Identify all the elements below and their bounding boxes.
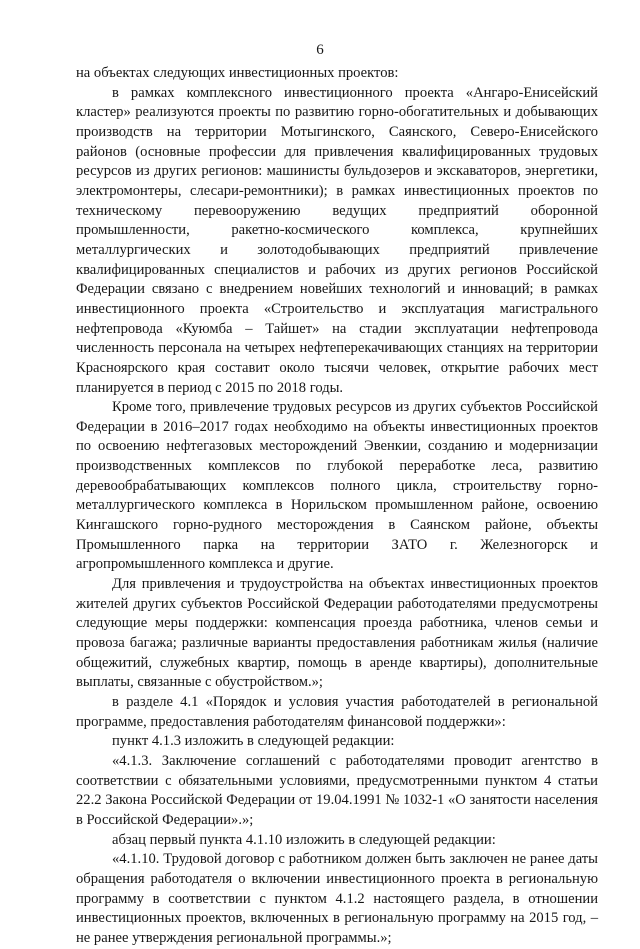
paragraph: абзац первый пункта 4.1.10 изложить в следующей редакции: — [112, 831, 496, 848]
paragraph: пункт 4.1.3 изложить в следующей редакции: — [112, 733, 395, 750]
document-body — [76, 64, 598, 949]
paragraph: «4.1.10. Трудовой договор с работником должен быть заключен не ранее даты обращения работодателя о включении инвестиционного проекта в региональную программу в соответствии с пунктом 4.1.2 настоящего раздела, в отношении инвестиционных проектов, включенных в региональную программу на 2015 год, – не ранее утверждения региональной программы.»; — [76, 851, 598, 946]
paragraph: «4.1.3. Заключение соглашений с работодателями проводит агентство в соответствии с обязательными условиями, предусмотренными пунктом 4 статьи 22.2 Закона Российской Федерации от 19.04.1991 № 1032-1 «О занятости населения в Российской Федерации».»; — [76, 752, 598, 828]
paragraph: на объектах следующих инвестиционных проектов: — [76, 65, 399, 81]
paragraph: в разделе 4.1 «Порядок и условия участия работодателей в региональной программе, предоставления работодателям финансовой поддержки»: — [76, 694, 598, 730]
paragraph: Для привлечения и трудоустройства на объектах инвестиционных проектов жителей других субъектов Российской Федерации работодателями предусмотрены следующие меры поддержки: компенсация проезда работника, членов семьи и провоза багажа; различные варианты предоставления работникам жилья (наличие общежитий, служебных квартир, помощь в аренде квартиры), дополнительные выплаты, связанные с обустройством.»; — [76, 576, 598, 691]
page-number: 6 — [316, 42, 324, 58]
paragraph: в рамках комплексного инвестиционного проекта «Ангаро-Енисейский кластер» реализуются проекты по развитию горно-обогатительных и добывающих производств на территории Мотыгинского, Саянского, Северо-Енисейского районов (основные профессии для привлечения квалифицированных трудовых ресурсов из других регионов: машинисты бульдозеров и экскаваторов, энергетики, электромонтеры, слесари-ремонтники); в рамках инвестиционных проектов по техническому перевооружению ведущих предприятий оборонной промышленности, ракетно-космического комплекса, крупнейших металлургических и золотодобывающих предприятий привлечение квалифицированных специалистов и рабочих из других регионов Российской Федерации связано с внедрением новейших технологий и инноваций; в рамках инвестиционного проекта «Строительство и эксплуатация магистрального нефтепровода «Куюмба – Тайшет» на стадии эксплуатации нефтепровода численность персонала на четырех нефтеперекачивающих станциях на территории Красноярского края составит около тысячи человек, открытие рабочих мест планируется в период с 2015 по 2018 годы. — [76, 84, 598, 396]
paragraph: Кроме того, привлечение трудовых ресурсов из других субъектов Российской Федерации в 2016–2017 годах необходимо на объекты инвестиционных проектов по освоению нефтегазовых месторождений Эвенкии, созданию и модернизации производственных комплексов по глубокой переработке леса, развитию деревообрабатывающих комплексов полного цикла, строительству горно-металлургического комплекса в Норильском промышленном районе, освоению Кингашского горно-рудного месторождения в Саянском районе, объекты Промышленного парка на территории ЗАТО г. Железногорск и агропромышленного комплекса и другие. — [76, 399, 598, 573]
